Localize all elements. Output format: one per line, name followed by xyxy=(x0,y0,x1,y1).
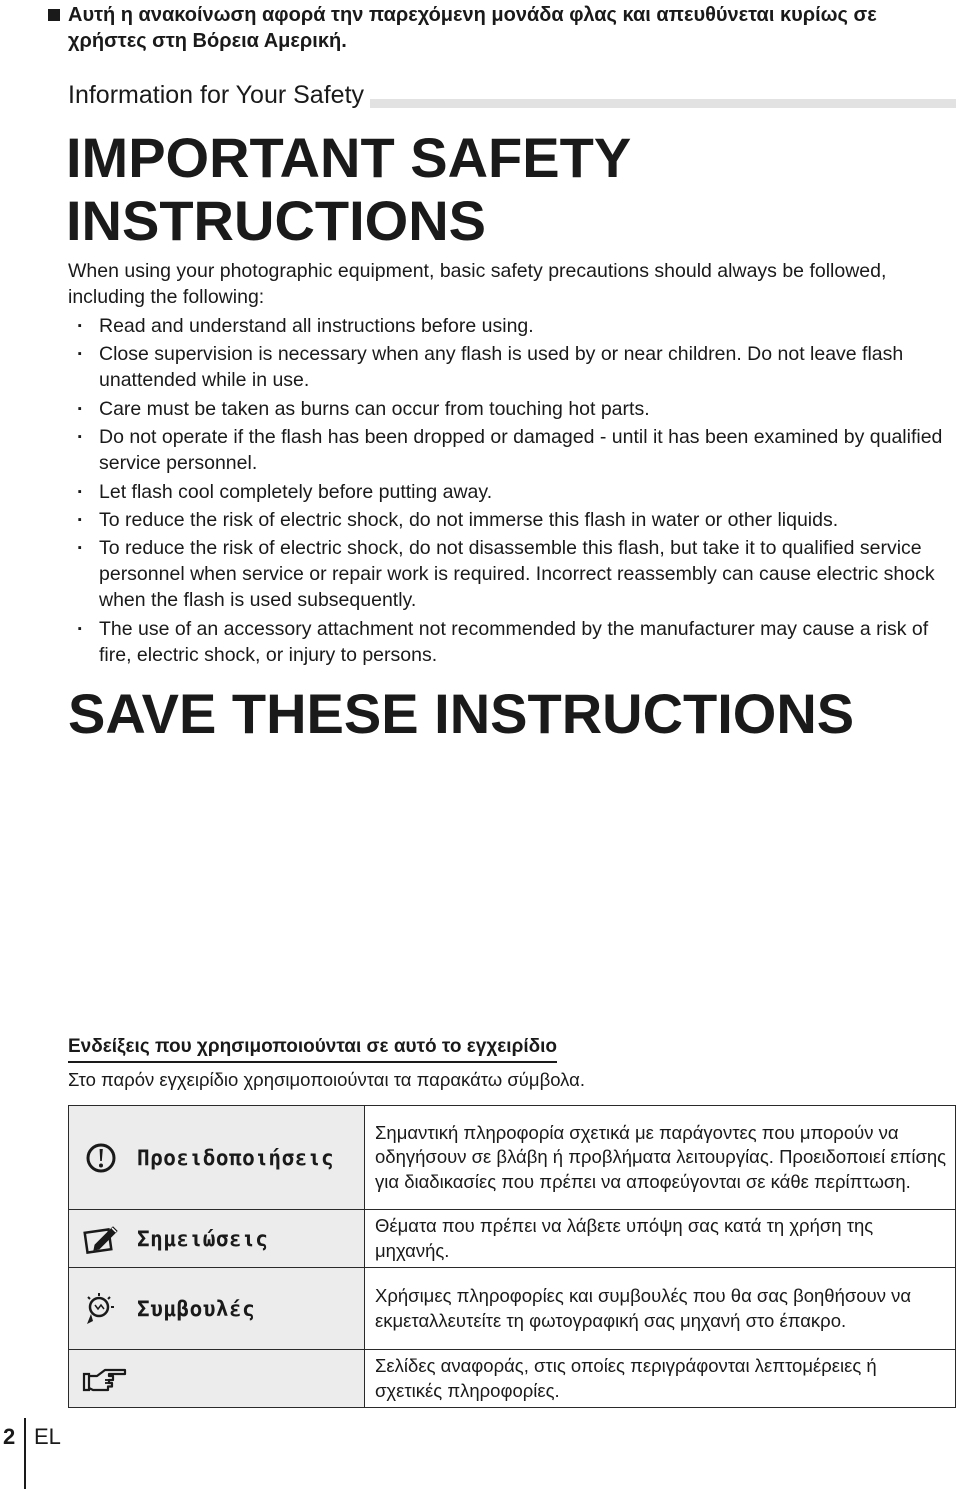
section-label xyxy=(68,80,956,110)
list-item-text: To reduce the risk of electric shock, do not immerse this flash in water or other liquids. xyxy=(99,508,839,531)
table-row xyxy=(69,1268,956,1350)
symbol-label: Συμβουλές xyxy=(137,1296,256,1321)
symbol-cell xyxy=(69,1210,365,1268)
language-code: EL xyxy=(34,1424,61,1449)
page-footer xyxy=(0,1418,80,1489)
symbol-description: Σημαντική πληροφορία σχετικά με παράγοντες που μπορούν να οδηγήσουν σε βλάβη ή προβλήματα λειτουργίας. Προειδοποιεί επίσης για διαδικασίες που πρέπει να αποφεύγονται σε κάθε περίπτωση. xyxy=(365,1106,956,1210)
list-item-text: Care must be taken as burns can occur from touching hot parts. xyxy=(99,397,650,420)
note-pencil-icon xyxy=(81,1220,121,1258)
footer-divider xyxy=(24,1418,26,1489)
page-title xyxy=(66,126,946,252)
symbol-label: Προειδοποιήσεις xyxy=(137,1145,335,1170)
list-item-text: Read and understand all instructions before using. xyxy=(99,315,534,337)
save-instructions-title: SAVE THESE INSTRUCTIONS xyxy=(68,682,855,745)
top-note-text: Αυτή η ανακοίνωση αφορά την παρεχόμενη μονάδα φλας και απευθύνεται κυρίως σε χρήστες στη Βόρεια Αμερική. xyxy=(68,4,877,52)
bullet-dot-icon: · xyxy=(77,315,84,337)
list-item-text: To reduce the risk of electric shock, do not disassemble this flash, but take it to qualified service personnel when service or repair work is required. Incorrect reassembly can cause electric shock when the flash is used subsequently. xyxy=(99,537,935,612)
safety-instructions-list xyxy=(68,313,948,670)
intro-paragraph: When using your photographic equipment, basic safety precautions should always be followed, including the following: xyxy=(68,260,887,308)
list-item xyxy=(68,424,948,476)
symbol-description: Χρήσιμες πληροφορίες και συμβουλές που θα σας βοηθήσουν να εκμεταλλευτείτε τη φωτογραφική σας μηχανή στο έπακρο. xyxy=(365,1268,956,1350)
symbols-heading: Ενδείξεις που χρησιμοποιούνται σε αυτό το εγχειρίδιο xyxy=(68,1034,557,1063)
list-item xyxy=(68,535,948,613)
table-row xyxy=(69,1350,956,1408)
table-row xyxy=(69,1106,956,1210)
symbol-cell xyxy=(69,1350,365,1408)
symbols-table xyxy=(68,1105,956,1408)
symbol-description: Σελίδες αναφοράς, στις οποίες περιγράφονται λεπτομέρειες ή σχετικές πληροφορίες. xyxy=(365,1350,956,1408)
list-item xyxy=(68,396,948,422)
list-item-text: Let flash cool completely before putting away. xyxy=(99,480,493,503)
list-item xyxy=(68,341,948,393)
bullet-dot-icon: · xyxy=(77,537,84,560)
symbol-description: Θέματα που πρέπει να λάβετε υπόψη σας κατά τη χρήση της μηχανής. xyxy=(365,1210,956,1268)
symbol-cell xyxy=(69,1106,365,1210)
bullet-dot-icon: · xyxy=(77,617,84,640)
caution-icon xyxy=(81,1139,121,1177)
symbols-subtitle: Στο παρόν εγχειρίδιο χρησιμοποιούνται τα παρακάτω σύμβολα. xyxy=(68,1069,585,1090)
list-item-text: Do not operate if the flash has been dropped or damaged - until it has been examined by qualified service personnel. xyxy=(99,426,943,475)
page-title-line-1: IMPORTANT SAFETY xyxy=(66,126,632,189)
bullet-dot-icon: · xyxy=(77,397,84,420)
page-title-line-2: INSTRUCTIONS xyxy=(66,189,486,252)
list-item xyxy=(68,313,948,339)
bullet-dot-icon: · xyxy=(77,343,84,366)
symbol-cell xyxy=(69,1268,365,1350)
bullet-dot-icon: · xyxy=(77,480,84,503)
list-item xyxy=(68,479,948,505)
pointing-hand-icon xyxy=(81,1360,129,1398)
section-label-text: Information for Your Safety xyxy=(68,81,370,109)
list-item-text: Close supervision is necessary when any flash is used by or near children. Do not leave flash unattended while in use. xyxy=(99,343,904,392)
table-row xyxy=(69,1210,956,1268)
list-item xyxy=(68,616,948,668)
lightbulb-tip-icon xyxy=(81,1290,121,1328)
top-note xyxy=(68,2,928,54)
page-number: 2 xyxy=(3,1424,16,1449)
symbol-label: Σημειώσεις xyxy=(137,1226,269,1251)
square-bullet-icon xyxy=(48,9,60,21)
bullet-dot-icon: · xyxy=(77,508,84,531)
list-item xyxy=(68,507,948,533)
bullet-dot-icon: · xyxy=(77,426,84,449)
list-item-text: The use of an accessory attachment not recommended by the manufacturer may cause a risk of fire, electric shock, or injury to persons. xyxy=(99,617,929,666)
